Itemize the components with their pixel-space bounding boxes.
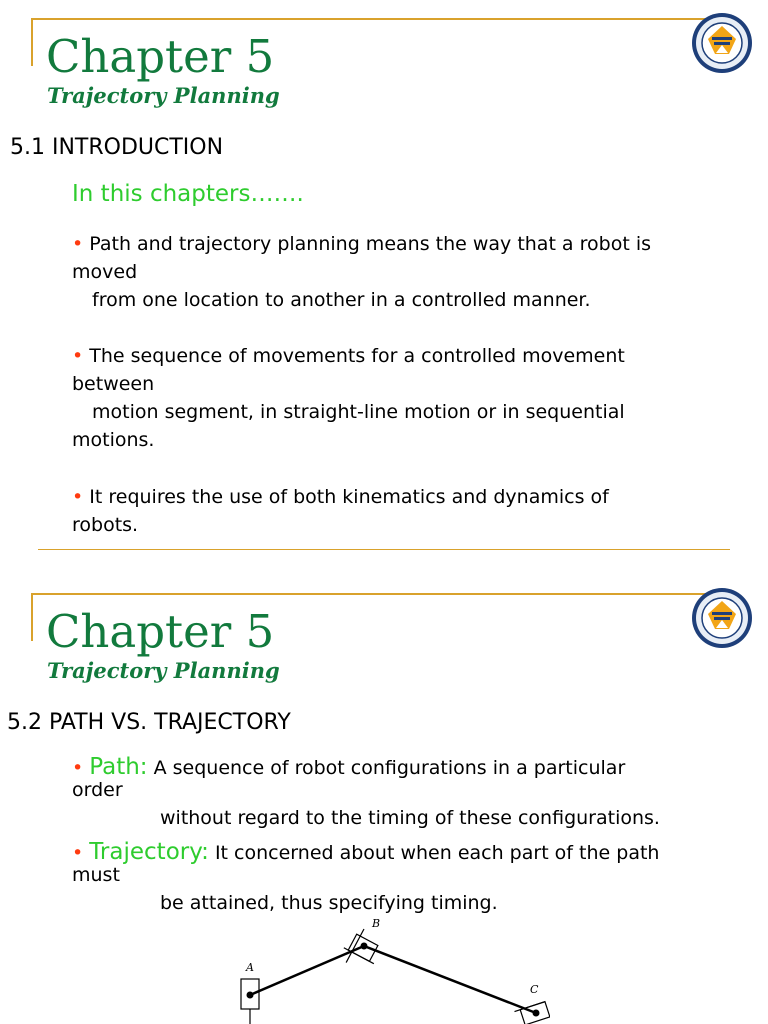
bullet-1-line3: from one location to another in a controlled manner. xyxy=(92,289,591,311)
bullet-2-line3: motion segment, in straight-line motion or in sequential xyxy=(92,401,625,423)
bullet-1-line2: moved xyxy=(72,261,138,283)
bullet-2 xyxy=(72,342,625,454)
definition-path xyxy=(72,756,660,835)
label-b: B xyxy=(372,917,381,930)
university-seal-icon xyxy=(691,12,753,74)
definition-path-line2: order xyxy=(72,779,123,801)
section-heading: 5.1 INTRODUCTION xyxy=(10,135,224,160)
slide-separator xyxy=(38,549,730,550)
header-rule xyxy=(31,593,721,595)
definition-trajectory xyxy=(72,841,659,920)
bullet-3-line2: robots. xyxy=(72,514,139,536)
header-rule-vertical xyxy=(31,593,33,641)
definition-trajectory-line1: It concerned about when each part of the path xyxy=(214,842,660,864)
path-diagram xyxy=(230,913,550,1024)
chapter-subtitle: Trajectory Planning xyxy=(47,83,280,108)
bullet-2-line2: between xyxy=(72,373,155,395)
term-path: Path: xyxy=(89,754,148,780)
chapter-subtitle: Trajectory Planning xyxy=(47,658,280,683)
definition-path-line3: without regard to the timing of these configurations. xyxy=(160,807,660,829)
chapter-title: Chapter 5 xyxy=(46,30,275,83)
bullet-dot-icon: • xyxy=(72,842,84,864)
lead-text: In this chapters……. xyxy=(72,181,304,207)
section-heading: 5.2 PATH VS. TRAJECTORY xyxy=(7,710,291,735)
definition-trajectory-line2: must xyxy=(72,864,120,886)
bullet-3 xyxy=(72,483,609,539)
term-trajectory: Trajectory: xyxy=(89,839,209,865)
definition-trajectory-line3: be attained, thus specifying timing. xyxy=(160,892,498,914)
header-rule-vertical xyxy=(31,18,33,66)
chapter-title: Chapter 5 xyxy=(46,605,275,658)
bullet-1-line1: Path and trajectory planning means the way that a robot is xyxy=(89,233,651,255)
header-rule xyxy=(31,18,721,20)
definition-path-line1: A sequence of robot configurations in a particular xyxy=(153,757,626,779)
slide-2 xyxy=(0,575,768,1024)
label-a: A xyxy=(246,961,254,974)
bullet-1 xyxy=(72,230,651,314)
university-seal-icon xyxy=(691,587,753,649)
bullet-dot-icon: • xyxy=(72,757,84,779)
bullet-2-line1: The sequence of movements for a controlled movement xyxy=(89,345,625,367)
bullet-2-line4: motions. xyxy=(72,429,155,451)
bullet-3-line1: It requires the use of both kinematics and dynamics of xyxy=(89,486,609,508)
bullet-dot-icon: • xyxy=(72,233,84,255)
label-c: C xyxy=(530,983,539,996)
bullet-dot-icon: • xyxy=(72,345,84,367)
bullet-dot-icon: • xyxy=(72,486,84,508)
